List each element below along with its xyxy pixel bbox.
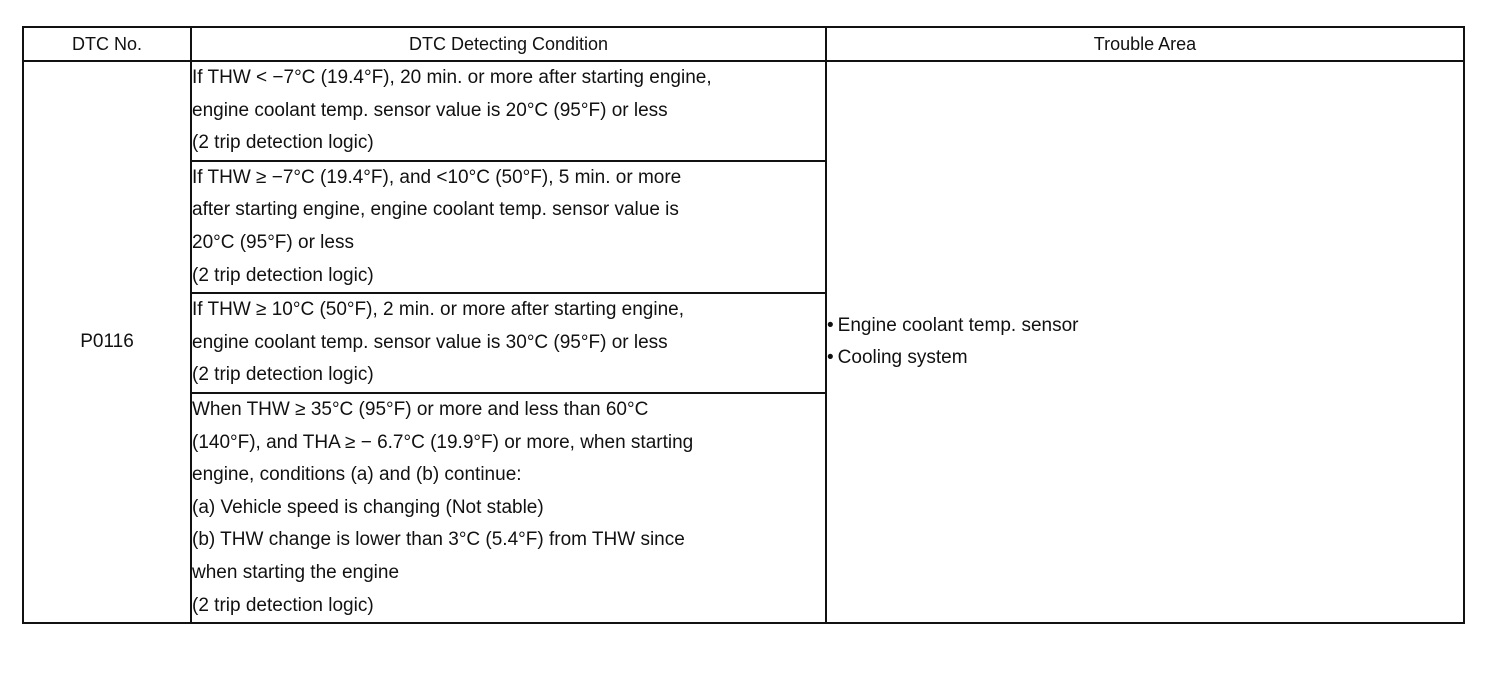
trouble-area-item: [827, 310, 1463, 342]
condition-cell-4: [191, 393, 826, 623]
condition-line: engine, conditions (a) and (b) continue:: [192, 464, 522, 486]
condition-cell-1: [191, 61, 826, 161]
dtc-code-cell: P0116: [23, 61, 191, 623]
condition-line: If THW ≥ −7°C (19.4°F), and <10°C (50°F), 5 min. or more: [192, 166, 682, 188]
condition-cell-2: [191, 161, 826, 293]
bullet-icon: •: [827, 347, 834, 369]
condition-line: If THW < −7°C (19.4°F), 20 min. or more after starting engine,: [192, 67, 712, 88]
condition-line: 20°C (95°F) or less: [192, 231, 354, 253]
condition-line: (2 trip detection logic): [192, 132, 374, 154]
dtc-table: [22, 26, 1465, 624]
bullet-icon: •: [827, 315, 834, 337]
condition-line: (140°F), and THA ≥ − 6.7°C (19.9°F) or more, when starting: [192, 431, 694, 453]
condition-line: engine coolant temp. sensor value is 30°C (95°F) or less: [192, 331, 668, 353]
condition-line: (2 trip detection logic): [192, 264, 374, 286]
condition-line: after starting engine, engine coolant temp. sensor value is: [192, 199, 679, 221]
header-row: [23, 27, 1464, 61]
header-condition: DTC Detecting Condition: [191, 27, 826, 61]
table-row: [23, 61, 1464, 161]
header-dtc-no: DTC No.: [23, 27, 191, 61]
condition-line: When THW ≥ 35°C (95°F) or more and less than 60°C: [192, 398, 649, 420]
condition-line: (b) THW change is lower than 3°C (5.4°F) from THW since: [192, 529, 685, 551]
trouble-area-item: [827, 342, 1463, 374]
trouble-area-label: Cooling system: [837, 347, 968, 369]
condition-cell-3: [191, 293, 826, 393]
trouble-area-label: Engine coolant temp. sensor: [837, 315, 1079, 337]
condition-line: If THW ≥ 10°C (50°F), 2 min. or more after starting engine,: [192, 299, 684, 321]
condition-line: when starting the engine: [192, 561, 400, 583]
header-trouble-area: Trouble Area: [826, 27, 1464, 61]
condition-line: (2 trip detection logic): [192, 364, 374, 386]
condition-line: (a) Vehicle speed is changing (Not stable): [192, 496, 544, 518]
condition-line: engine coolant temp. sensor value is 20°C (95°F) or less: [192, 99, 668, 121]
trouble-area-cell: [826, 61, 1464, 623]
condition-line: (2 trip detection logic): [192, 594, 374, 616]
